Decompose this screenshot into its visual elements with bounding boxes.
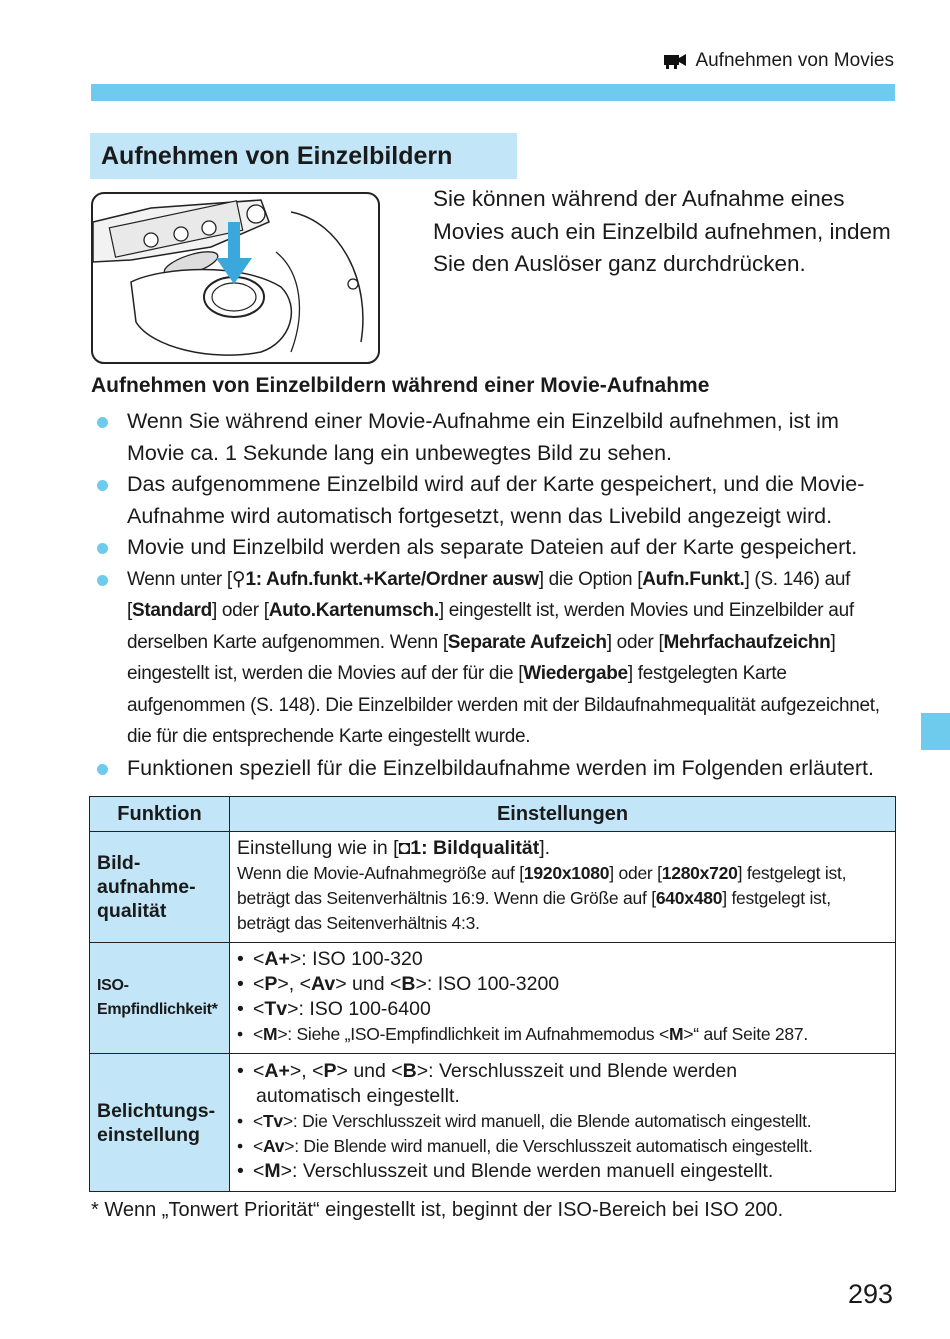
list-item: Funktionen speziell für die Einzelbildaufnahme werden im Folgenden erläutert. [91, 753, 897, 785]
function-cell: ISO-Empfindlichkeit* [90, 943, 230, 1054]
settings-table [89, 796, 896, 1192]
auto-mode-icon: A+ [264, 948, 290, 970]
tv-mode-icon: Tv [264, 998, 288, 1020]
table-row [90, 943, 896, 1054]
section-title: Aufnehmen von Einzelbildern [90, 133, 517, 179]
m-mode-icon: M [262, 1024, 278, 1044]
settings-cell: • <A+>: ISO 100-320 • <P>, <Av> und <B>: ISO 100-3200 • <Tv>: ISO 100-6400 • <M>: Siehe „ISO-Empfindlichkeit im Aufnahmemodus <M>“ auf Seite 287. [230, 943, 896, 1054]
intro-text: Sie können während der Aufnahme eines Movies auch ein Einzelbild aufnehmen, indem Sie den Auslöser ganz durchdrücken. [433, 186, 891, 276]
list-item: Wenn Sie während einer Movie-Aufnahme ein Einzelbild aufnehmen, ist im Movie ca. 1 Sekunde lang ein unbewegtes Bild zu sehen. [91, 406, 897, 469]
list-item: Das aufgenommene Einzelbild wird auf der Karte gespeichert, und die Movie-Aufnahme wird automatisch fortgesetzt, wenn das Livebild angezeigt wird. [91, 469, 897, 532]
header-color-bar [91, 84, 895, 101]
settings-cell: • <A+>, <P> und <B>: Verschlusszeit und Blende werden automatisch eingestellt. • <Tv>: Die Verschlusszeit wird manuell, die Blende automatisch eingestellt. • <Av>: Die Blende wird manuell, die Verschlusszeit automatisch eingestellt. • <M>: Verschlusszeit und Blende werden manuell eingestellt. [230, 1054, 896, 1192]
list-item: Movie und Einzelbild werden als separate Dateien auf der Karte gespeichert. [91, 532, 897, 564]
footnote: * Wenn „Tonwert Priorität“ eingestellt ist, beginnt der ISO-Bereich bei ISO 200. [91, 1199, 784, 1221]
list-item: Wenn unter [⚲1: Aufn.funkt.+Karte/Ordner ausw] die Option [Aufn.Funkt.] (S. 146) auf [Standard] oder [Auto.Kartenumsch.] eingestellt ist, werden Movies und Einzelbilder auf derselben Karte aufgenommen. Wenn [Separate Aufzeich] oder [Mehrfachaufzeichn] eingestellt ist, werden die Movies auf der für die [Wiedergabe] festgelegten Karte aufgenommen (S. 148). Die Einzelbilder werden mit der Bildaufnahmequalität aufgezeichnet, die für die entsprechende Karte eingestellt wurde. [91, 564, 897, 753]
av-mode-icon: Av [311, 973, 336, 995]
running-header-title: Aufnehmen von Movies [695, 50, 894, 71]
movie-camera-icon [663, 52, 687, 70]
m-mode-icon: M [668, 1024, 684, 1044]
wrench-icon: ⚲ [231, 568, 246, 590]
page-number: 293 [847, 1279, 893, 1309]
av-mode-icon: Av [262, 1136, 285, 1156]
running-header [663, 50, 894, 72]
col-header-function: Funktion [90, 797, 230, 832]
auto-mode-icon: A+ [264, 1060, 290, 1082]
table-row [90, 1054, 896, 1192]
m-mode-icon: M [264, 1160, 281, 1182]
b-mode-icon: B [401, 973, 416, 995]
function-cell: Bild-aufnahme-qualität [90, 832, 230, 943]
col-header-settings: Einstellungen [230, 797, 896, 832]
p-mode-icon: P [264, 973, 278, 995]
chapter-thumb-tab [921, 713, 950, 750]
camera-icon: ◘ [398, 837, 411, 859]
table-header-row [90, 797, 896, 832]
subsection-title: Aufnehmen von Einzelbildern während einer Movie-Aufnahme [91, 374, 710, 397]
table-row [90, 832, 896, 943]
tv-mode-icon: Tv [262, 1111, 283, 1131]
camera-shutter-illustration [91, 192, 380, 364]
b-mode-icon: B [402, 1060, 417, 1082]
settings-cell: Einstellung wie in [◘1: Bildqualität]. Wenn die Movie-Aufnahmegröße auf [1920x1080] oder [1280x720] festgelegt ist, beträgt das Seitenverhältnis 16:9. Wenn die Größe auf [640x480] festgelegt ist, beträgt das Seitenverhältnis 4:3. [230, 832, 896, 943]
bullet-list [91, 406, 897, 784]
p-mode-icon: P [323, 1060, 337, 1082]
function-cell: Belichtungs-einstellung [90, 1054, 230, 1192]
